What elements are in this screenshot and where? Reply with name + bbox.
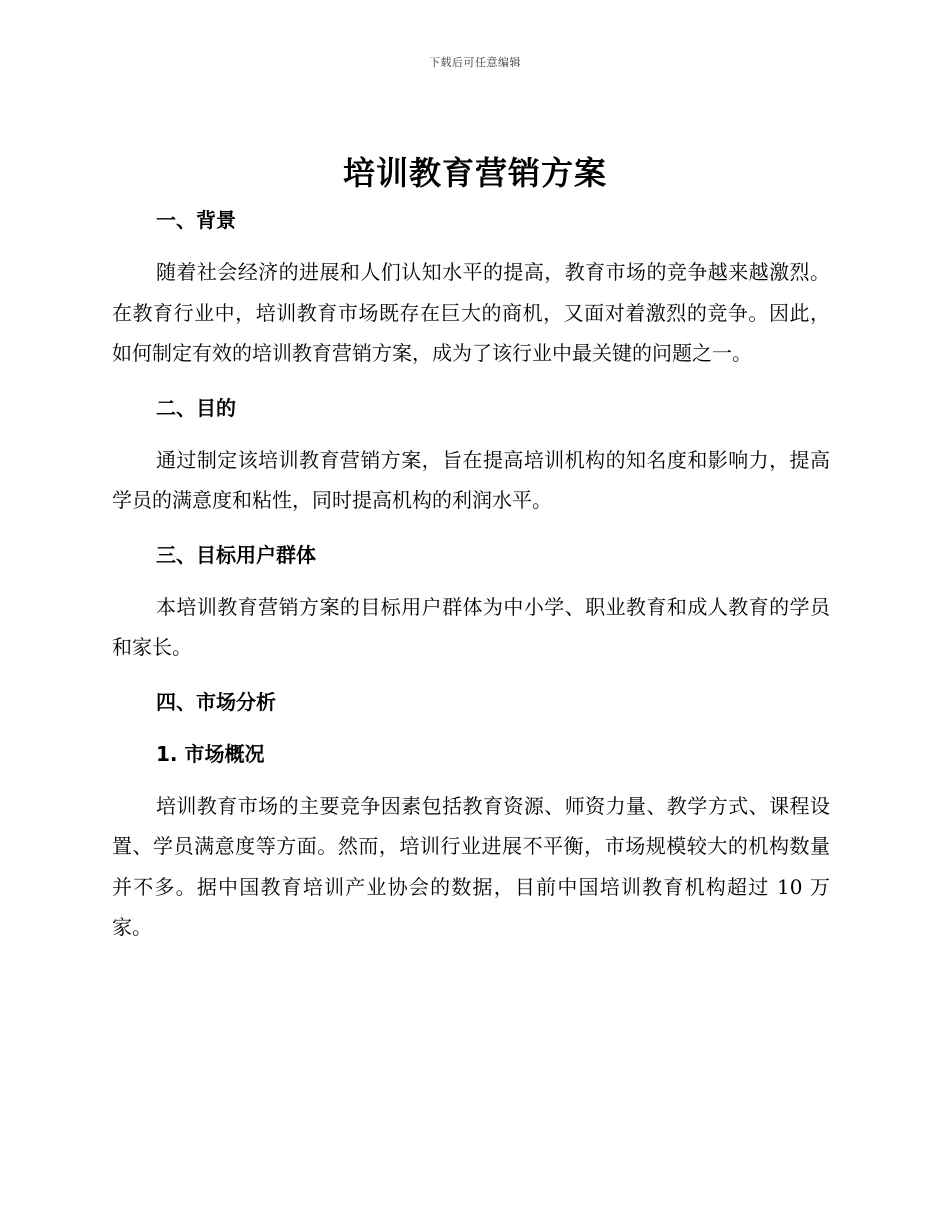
subsection-heading-market-overview: 1. 市场概况 — [156, 741, 265, 766]
document-title: 培训教育营销方案 — [342, 154, 607, 192]
section-heading-purpose: 二、目的 — [156, 395, 236, 420]
section-heading-market-analysis: 四、市场分析 — [156, 689, 276, 714]
section-paragraph-background: 随着社会经济的进展和人们认知水平的提高，教育市场的竞争越来越激烈。在教育行业中，培训教育市场既存在巨大的商机，又面对着激烈的竞争。因此，如何制定有效的培训教育营销方案，成为了该行业中最关键的问题之一。 — [112, 260, 830, 365]
section-heading-target-users: 三、目标用户群体 — [156, 542, 316, 567]
section-heading-background: 一、背景 — [156, 208, 236, 232]
document-body — [112, 200, 830, 948]
section-paragraph-target-users: 本培训教育营销方案的目标用户群体为中小学、职业教育和成人教育的学员和家长。 — [112, 594, 830, 659]
section-paragraph-purpose: 通过制定该培训教育营销方案，旨在提高培训机构的知名度和影响力，提高学员的满意度和粘性，同时提高机构的利润水平。 — [112, 447, 830, 512]
header-note: 下载后可任意编辑 — [429, 56, 521, 69]
section-paragraph-market-overview: 培训教育市场的主要竞争因素包括教育资源、师资力量、教学方式、课程设置、学员满意度等方面。然而，培训行业进展不平衡，市场规模较大的机构数量并不多。据中国教育培训产业协会的数据，目前中国培训教育机构超过 10 万家。 — [112, 793, 830, 939]
